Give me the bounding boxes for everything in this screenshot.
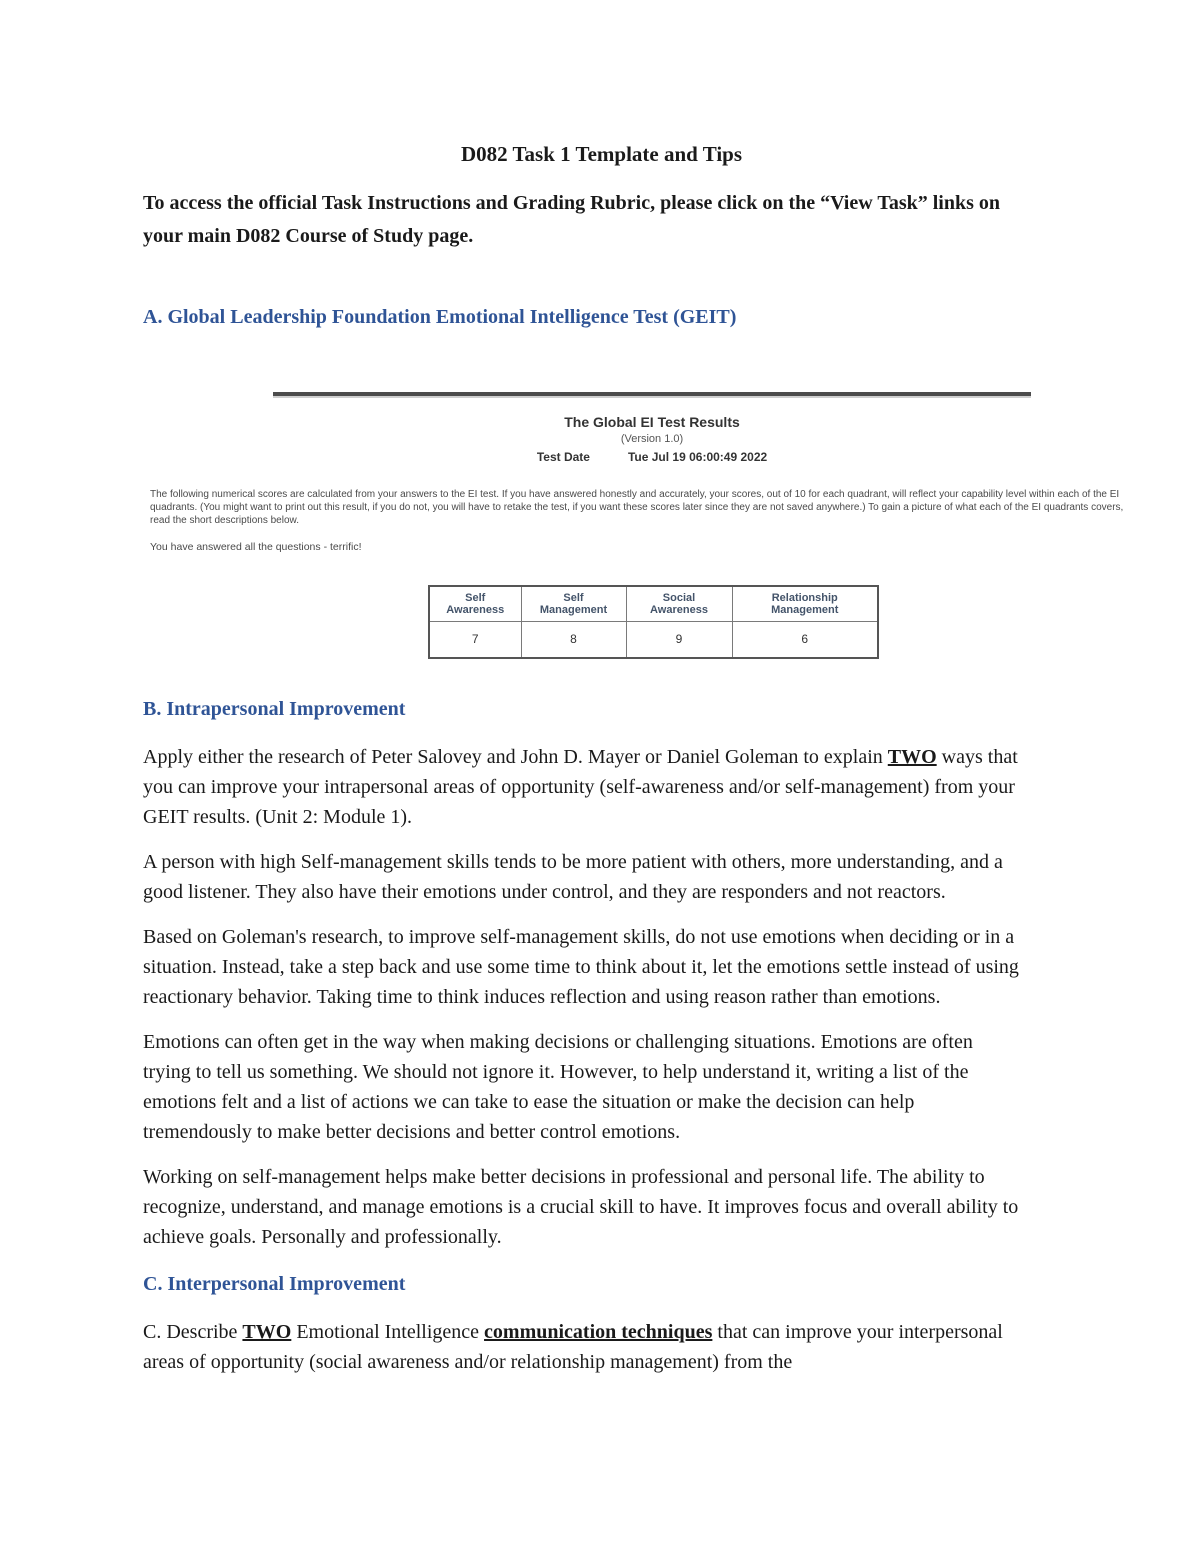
section-c-prompt-paragraph: [143, 1317, 1023, 1377]
geit-score-relationship-management: 6: [732, 621, 878, 658]
section-b-paragraph-3: Emotions can often get in the way when making decisions or challenging situations. Emotions are often trying to tell us something. We should not ignore it. However, to help understand it, writing a list of the emotions felt and a list of actions we can take to ease the situation or make the decision can help tremendously to make better decisions and better control emotions.: [143, 1031, 973, 1143]
geit-header-block: [273, 414, 1031, 464]
geit-test-date-value: Tue Jul 19 06:00:49 2022: [627, 450, 768, 464]
section-b-prompt-paragraph: [143, 742, 1023, 832]
c-prompt-mid: Emotional Intelligence: [291, 1321, 485, 1343]
geit-status-line: You have answered all the questions - terrific!: [150, 541, 362, 553]
geit-results-embedded-image: [150, 392, 1185, 659]
c-prompt-pre: C. Describe: [143, 1321, 243, 1343]
geit-header-relationship-management: Relationship Management: [732, 586, 878, 621]
section-b-paragraph-1: A person with high Self-management skills tends to be more patient with others, more understanding, and a good listener. They also have their emotions under control, and they are responders and not reactors.: [143, 851, 1003, 903]
geit-score-self-awareness: 7: [429, 621, 521, 658]
geit-description: The following numerical scores are calculated from your answers to the EI test. If you have answered honestly and accurately, your scores, out of 10 for each quadrant, will reflect your capability level within each of the EI quadrants. (You might want to print out this result, if you do not, you will have to retake the test, if you want these scores later since they are not saved anywhere.) To gain a picture of what each of the EI quadrants covers, read the short descriptions below.: [150, 489, 1124, 526]
geit-header-self-management: Self Management: [521, 586, 626, 621]
geit-table-header-row: [429, 586, 878, 621]
c-prompt-post: that can improve your interpersonal areas of opportunity (social awareness and/or relationship management) from the: [143, 1321, 1003, 1373]
document-title: D082 Task 1 Template and Tips: [460, 142, 743, 166]
geit-version: (Version 1.0): [620, 433, 684, 445]
geit-score-self-management: 8: [521, 621, 626, 658]
geit-table-value-row: [429, 621, 878, 658]
geit-scores-table: [428, 585, 879, 659]
geit-test-date-row: [273, 450, 1031, 464]
geit-title: The Global EI Test Results: [564, 414, 740, 430]
section-b-paragraph-4: Working on self-management helps make better decisions in professional and personal life. The ability to recognize, understand, and manage emotions is a crucial skill to have. It improves focus and overall ability to achieve goals. Personally and professionally.: [143, 1166, 1019, 1248]
section-c-heading: C. Interpersonal Improvement: [143, 1273, 406, 1295]
prompt-emphasis-two: TWO: [887, 746, 937, 768]
geit-test-date-label: Test Date: [536, 450, 590, 464]
section-b-heading: B. Intrapersonal Improvement: [143, 698, 406, 720]
geit-score-social-awareness: 9: [626, 621, 732, 658]
section-a-heading: A. Global Leadership Foundation Emotional Intelligence Test (GEIT): [143, 306, 737, 328]
section-b-paragraph-2: Based on Goleman's research, to improve self-management skills, do not use emotions when deciding or in a situation. Instead, take a step back and use some time to think about it, let the emotions settle instead of using reactionary behavior. Taking time to think induces reflection and using reason rather than emotions.: [143, 926, 1019, 1008]
geit-header-social-awareness: Social Awareness: [626, 586, 732, 621]
c-prompt-emphasis-two: TWO: [242, 1321, 292, 1343]
c-prompt-emphasis-techniques: communication techniques: [484, 1321, 713, 1343]
geit-top-bar: [273, 392, 1031, 398]
prompt-text-post: ways that you can improve your intrapersonal areas of opportunity (self-awareness and/or self-management) from your GEIT results. (Unit 2: Module 1).: [143, 746, 1018, 828]
geit-header-self-awareness: Self Awareness: [429, 586, 521, 621]
prompt-text-pre: Apply either the research of Peter Salovey and John D. Mayer or Daniel Goleman to explain: [143, 746, 888, 768]
intro-paragraph: To access the official Task Instructions and Grading Rubric, please click on the “View Task” links on your main D082 Course of Study page.: [143, 192, 1000, 247]
